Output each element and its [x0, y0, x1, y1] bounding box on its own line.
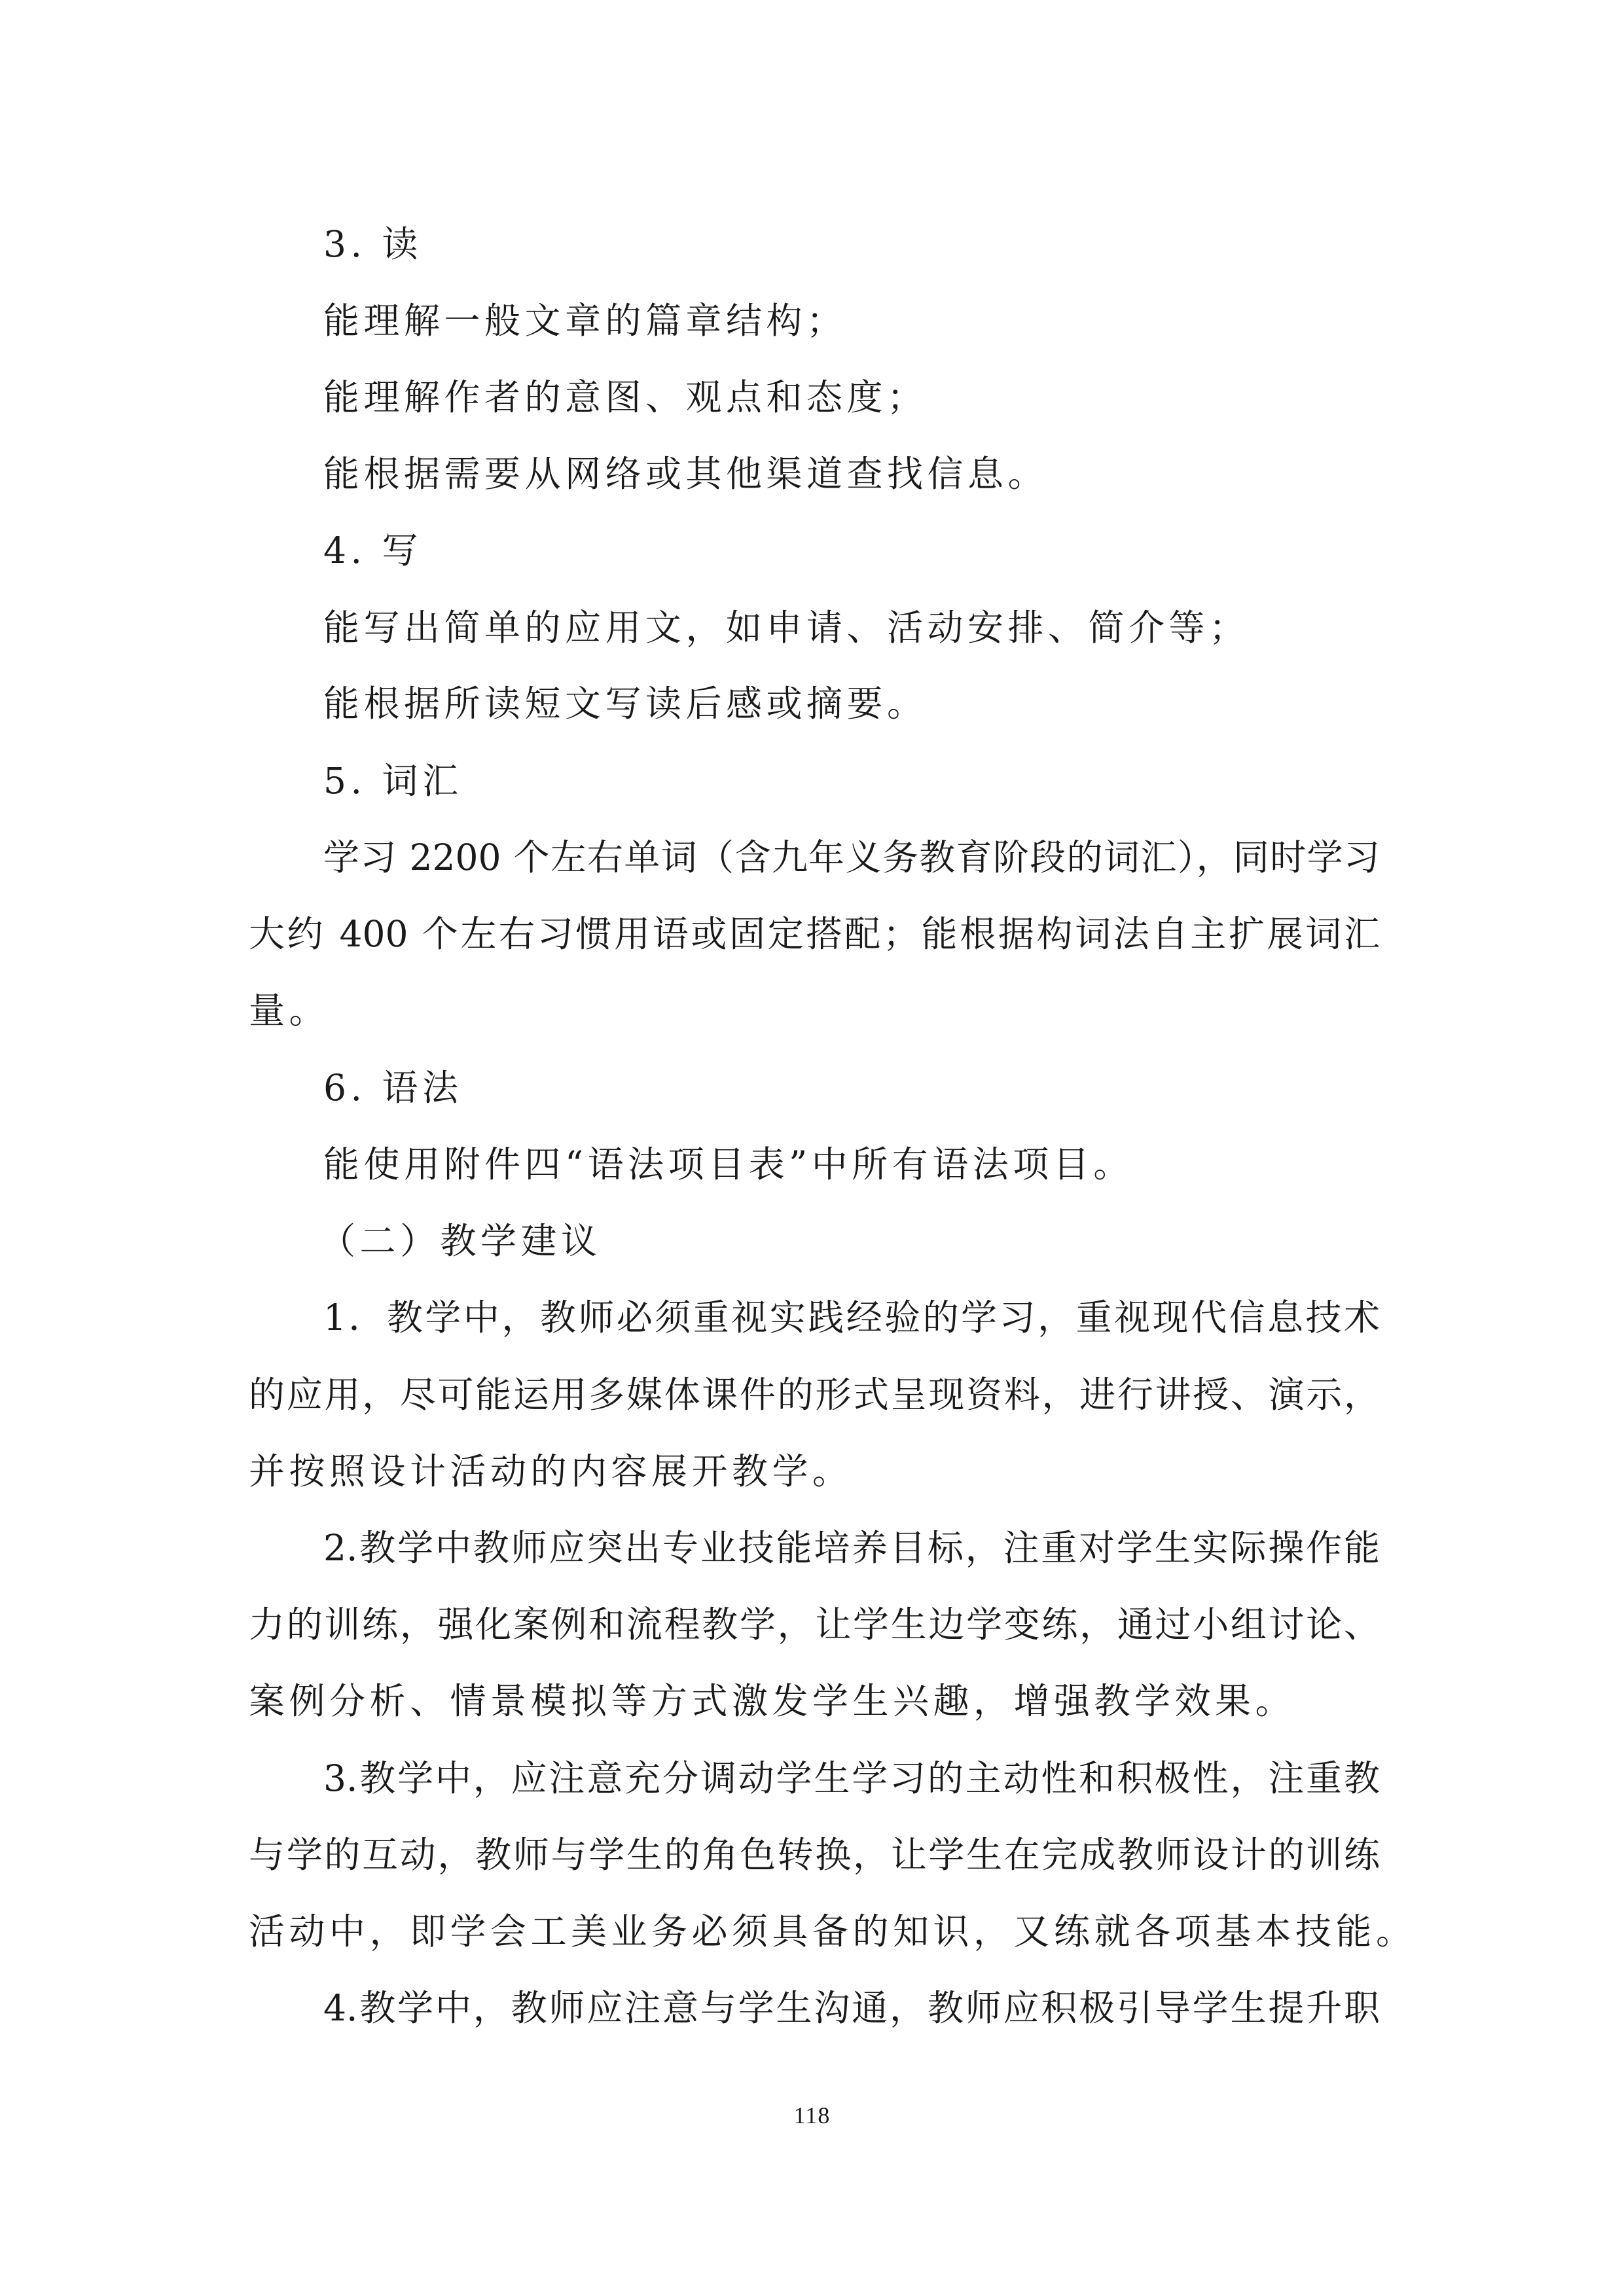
paragraph-line: 2.教学中教师应突出专业技能培养目标，注重对学生实际操作能: [323, 1527, 1380, 1569]
paragraph-line: 活动中，即学会工美业务必须具备的知识，又练就各项基本技能。: [249, 1910, 1416, 1952]
paragraph-line: 能根据所读短文写读后感或摘要。: [323, 683, 928, 725]
section-heading-teaching-suggestions: （二）教学建议: [319, 1220, 602, 1262]
paragraph-line: 量。: [249, 990, 330, 1031]
paragraph-line: 能理解作者的意图、观点和态度；: [323, 376, 928, 418]
paragraph-line: 能使用附件四“语法项目表”中所有语法项目。: [323, 1143, 1134, 1185]
paragraph-line: 并按照设计活动的内容展开教学。: [249, 1450, 853, 1492]
paragraph-line: 1．教学中，教师必须重视实践经验的学习，重视现代信息技术: [323, 1297, 1380, 1338]
paragraph-line: 3.教学中，应注意充分调动学生学习的主动性和积极性，注重教: [323, 1757, 1380, 1799]
paragraph-line: 能写出简单的应用文，如申请、活动安排、简介等；: [323, 607, 1250, 649]
paragraph-line: 与学的互动，教师与学生的角色转换，让学生在完成教师设计的训练: [249, 1834, 1380, 1876]
heading-reading: 3. 读: [323, 223, 422, 265]
paragraph-line: 学习 2200 个左右单词（含九年义务教育阶段的词汇），同时学习: [323, 836, 1380, 878]
paragraph-line: 的应用，尽可能运用多媒体课件的形式呈现资料，进行讲授、演示，: [249, 1374, 1380, 1416]
heading-vocabulary: 5. 词汇: [323, 760, 463, 802]
heading-grammar: 6. 语法: [323, 1067, 463, 1109]
paragraph-line: 能根据需要从网络或其他渠道查找信息。: [323, 453, 1049, 495]
heading-writing: 4. 写: [323, 529, 422, 571]
paragraph-line: 力的训练，强化案例和流程教学，让学生边学变练，通过小组讨论、: [249, 1604, 1380, 1645]
paragraph-line: 大约 400 个左右习惯用语或固定搭配；能根据构词法自主扩展词汇: [249, 913, 1380, 955]
paragraph-line: 案例分析、情景模拟等方式激发学生兴趣，增强教学效果。: [249, 1680, 1296, 1722]
paragraph-line: 能理解一般文章的篇章结构；: [323, 300, 847, 342]
page-number: 118: [793, 2102, 831, 2128]
paragraph-line: 4.教学中，教师应注意与学生沟通，教师应积极引导学生提升职: [323, 1987, 1380, 2029]
